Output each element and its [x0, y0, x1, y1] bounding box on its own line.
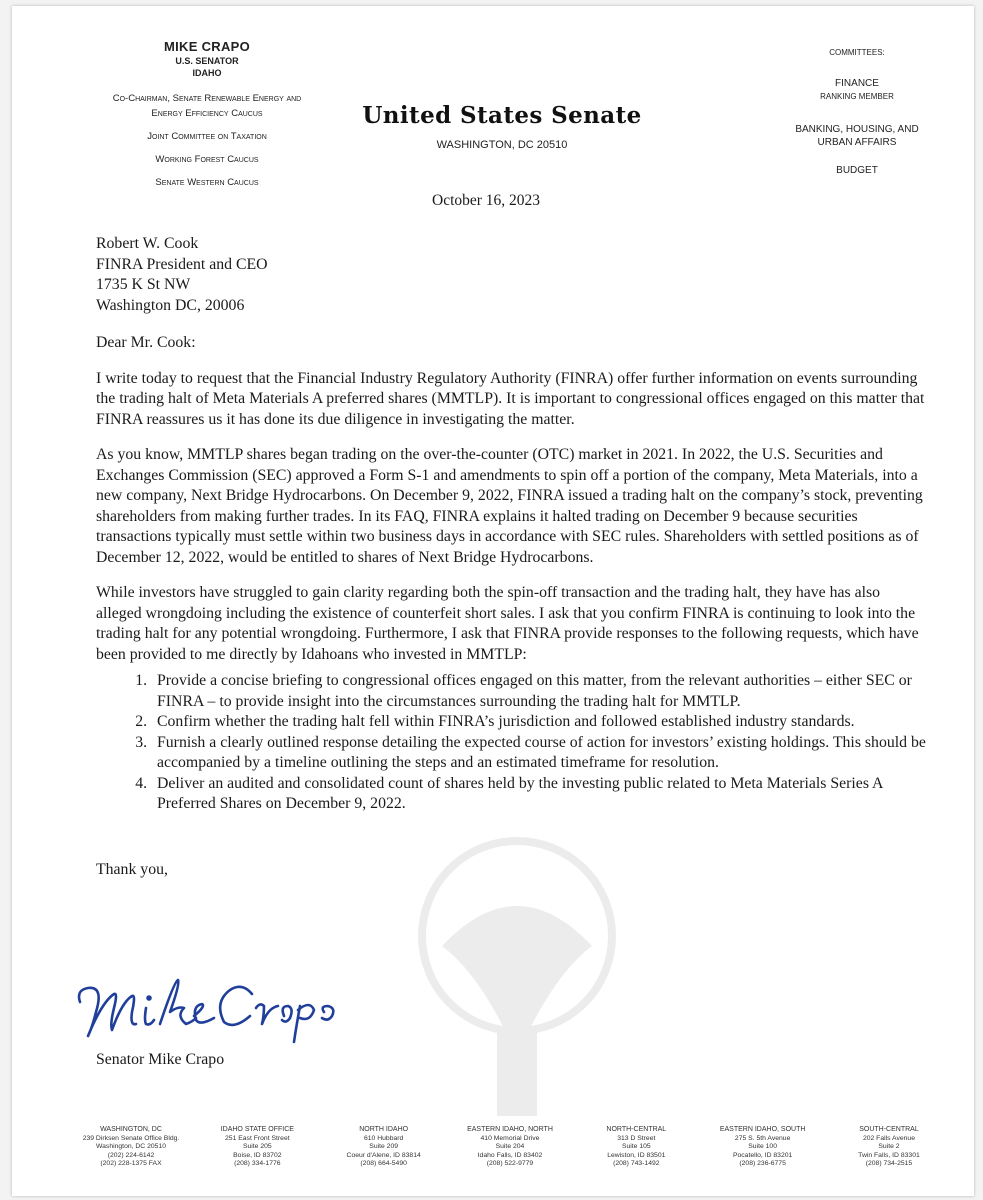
paragraph: As you know, MMTLP shares began trading on the over-the-counter (OTC) market in 2021. In 2022, the U.S. Securities and Exchanges Commission (SEC) approved a Form S-1 and amendments to spin off a portion of the company, Meta Materials, into a new company, Next Bridge Hydrocarbons. On December 9, 2022, FINRA issued a trading halt on the company’s stock, preventing shareholders from making further trades. In its FAQ, FINRA explains it halted trading on December 9 because securities transactions typically must settle within two business days in accordance with SEC rules. Shareholders with settled positions as of December 12, 2022, would be entitled to shares of Next Bridge Hydrocarbons. [96, 446, 923, 566]
office-line: Suite 105 [621, 1143, 651, 1151]
recipient-title: FINRA President and CEO [96, 255, 268, 273]
role-working-forest: Working Forest Caucus [155, 154, 259, 165]
committee-banking [772, 123, 942, 149]
committee-note: RANKING MEMBER [820, 92, 894, 101]
office-name: IDAHO STATE OFFICE [220, 1126, 294, 1133]
office-line: Lewiston, ID 83501 [607, 1151, 666, 1159]
office-line: Suite 100 [748, 1143, 777, 1151]
office-line: Coeur d'Alene, ID 83814 [346, 1151, 421, 1159]
office-washington [70, 1126, 192, 1169]
committee-name: BUDGET [836, 165, 878, 176]
office-line: Idaho Falls, ID 83402 [477, 1151, 543, 1159]
office-line: (208) 522-9779 [486, 1160, 534, 1168]
letter-body [96, 234, 926, 880]
office-line: 313 D Street [617, 1134, 656, 1142]
office-idaho-state [196, 1126, 318, 1169]
office-eastern-idaho-south [702, 1126, 824, 1169]
committees-list [772, 46, 942, 177]
office-line: (202) 224-6142 [107, 1151, 155, 1159]
office-line: Suite 205 [242, 1143, 272, 1151]
committee-finance [772, 77, 942, 103]
office-line: 275 S. 5th Avenue [734, 1134, 791, 1142]
office-line: Suite 2 [878, 1143, 900, 1151]
office-line: 239 Dirksen Senate Office Bldg. [82, 1134, 180, 1142]
role-caucus-line-1: Co-Chairman, Senate Renewable Energy and [112, 93, 302, 104]
closing: Thank you, [96, 860, 168, 878]
office-line: 202 Falls Avenue [862, 1134, 915, 1142]
list-item: 2. Confirm whether the trading halt fell within FINRA’s jurisdiction and followed established industry standards. [151, 712, 926, 733]
office-north-idaho [323, 1126, 445, 1169]
committee-name: FINANCE [835, 78, 879, 89]
role-caucus-line-2: Energy Efficiency Caucus [151, 108, 263, 119]
office-name: NORTH IDAHO [359, 1126, 409, 1133]
office-line: (208) 734-2515 [865, 1160, 913, 1168]
office-line: 610 Hubbard [364, 1134, 404, 1142]
office-eastern-idaho-north [449, 1126, 571, 1169]
committee-budget [772, 164, 942, 177]
senate-address: WASHINGTON, DC 20510 [436, 139, 568, 151]
letter-page [12, 6, 974, 1196]
office-north-central [575, 1126, 697, 1169]
senate-title: United States Senate [362, 102, 642, 129]
signer-name: Senator Mike Crapo [96, 1051, 225, 1068]
office-name: NORTH-CENTRAL [606, 1126, 667, 1133]
office-line: (202) 228-1375 FAX [100, 1160, 162, 1168]
senator-name: MIKE CRAPO [163, 39, 251, 54]
senate-masthead [352, 102, 652, 151]
office-line: (208) 236-6775 [739, 1160, 786, 1168]
handwritten-signature [74, 972, 374, 1044]
letter-date: October 16, 2023 [432, 192, 541, 209]
senator-letterhead [62, 39, 352, 190]
paragraph: While investors have struggled to gain clarity regarding both the spin-off transaction and the trading halt, they have has also alleged wrongdoing including the existence of counterfeit short sales. I ask that you confirm FINRA is continuing to look into the trading halt for any potential wrongdoing. Furthermore, I ask that FINRA provide responses to the following requests, which have been provided to me directly by Idahoans who invested in MMTLP: [96, 584, 919, 663]
committee-name: BANKING, HOUSING, AND [795, 124, 919, 135]
list-item: 1. Provide a concise briefing to congressional offices engaged on this matter, from the relevant authorities – either SEC or FINRA – to provide insight into the circumstances surrounding the trading halt for MMTLP. [151, 671, 926, 712]
role-joint-committee: Joint Committee on Taxation [147, 131, 267, 142]
office-name: EASTERN IDAHO, SOUTH [719, 1126, 806, 1133]
request-list [96, 671, 926, 815]
office-line: Twin Falls, ID 83301 [858, 1151, 920, 1159]
recipient-name: Robert W. Cook [96, 235, 199, 252]
list-item: 3. Furnish a clearly outlined response detailing the expected course of action for investors’ existing holdings. This should be accompanied by a timeline outlining the steps and an estimated timeframe for resolution. [151, 733, 926, 774]
office-line: Suite 209 [369, 1143, 399, 1151]
paragraph: I write today to request that the Financial Industry Regulatory Authority (FINRA) offer further information on events surrounding the trading halt of Meta Materials A preferred shares (MMTLP). It is important to congressional offices engaged on this matter that FINRA reassures us it has done its due diligence in investigating the matter. [96, 369, 925, 428]
senator-state: IDAHO [192, 68, 222, 78]
recipient-street: 1735 K St NW [96, 276, 191, 293]
recipient-city: Washington DC, 20006 [96, 296, 245, 314]
office-line: 251 East Front Street [225, 1134, 290, 1142]
office-south-central [828, 1126, 950, 1169]
office-name: EASTERN IDAHO, NORTH [467, 1126, 553, 1133]
salutation: Dear Mr. Cook: [96, 334, 196, 351]
role-western-caucus: Senate Western Caucus [155, 177, 259, 188]
committees-heading: COMMITTEES: [829, 48, 885, 57]
office-addresses [70, 1126, 950, 1169]
office-line: Pocatello, ID 83201 [732, 1151, 793, 1159]
office-line: (208) 334-1776 [234, 1160, 281, 1168]
office-line: Washington, DC 20510 [95, 1143, 167, 1151]
office-line: Suite 204 [495, 1143, 525, 1151]
senator-position: U.S. SENATOR [175, 56, 239, 66]
office-name: WASHINGTON, DC [100, 1126, 162, 1133]
committee-name-line-2: URBAN AFFAIRS [817, 137, 897, 148]
recipient-address [96, 234, 926, 316]
office-name: SOUTH-CENTRAL [859, 1126, 919, 1133]
office-line: 410 Memorial Drive [480, 1134, 540, 1142]
office-line: (208) 743-1492 [613, 1160, 660, 1168]
office-line: Boise, ID 83702 [233, 1151, 282, 1159]
office-line: (208) 664-5490 [360, 1160, 407, 1168]
list-item: 4. Deliver an audited and consolidated count of shares held by the investing public related to Meta Materials Series A Preferred Shares on December 9, 2022. [151, 774, 926, 815]
